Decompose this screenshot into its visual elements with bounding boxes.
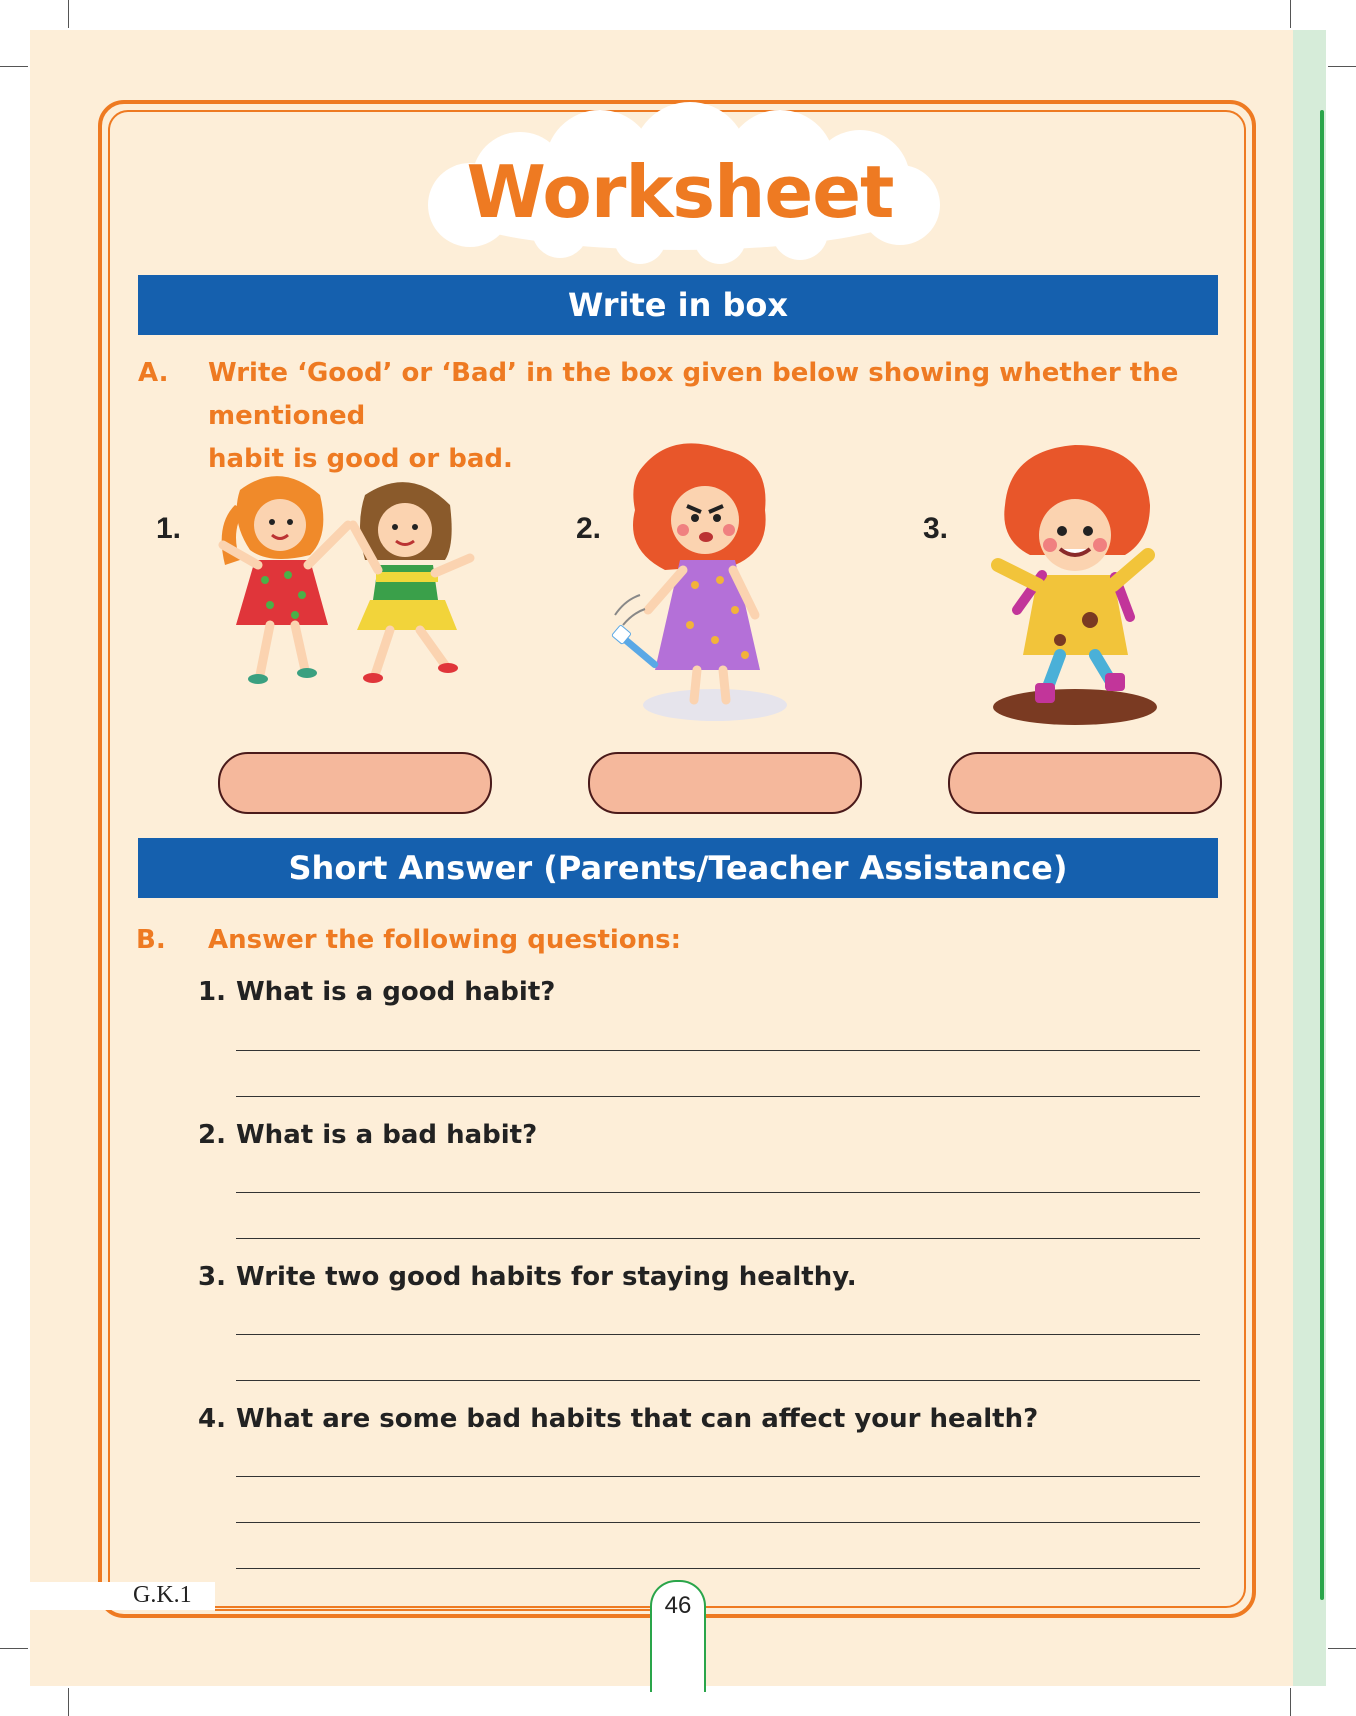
answer-box-2[interactable] bbox=[588, 752, 862, 814]
section-b-instruction: Answer the following questions: bbox=[208, 925, 682, 955]
girl-jumping-in-mud-illustration bbox=[980, 445, 1170, 730]
answer-line[interactable] bbox=[236, 1522, 1200, 1523]
section-b-letter: B. bbox=[136, 925, 166, 955]
question-text: Write two good habits for staying healthy. bbox=[236, 1262, 857, 1292]
answer-line[interactable] bbox=[236, 1050, 1200, 1051]
question-number: 1. bbox=[198, 977, 226, 1007]
section-a-letter: A. bbox=[138, 358, 169, 388]
girls-playing-illustration bbox=[210, 465, 495, 710]
answer-line[interactable] bbox=[236, 1096, 1200, 1097]
crop-mark bbox=[1290, 1688, 1291, 1716]
answer-line[interactable] bbox=[236, 1476, 1200, 1477]
page-number-text: 46 bbox=[664, 1592, 692, 1619]
answer-line[interactable] bbox=[236, 1192, 1200, 1193]
answer-line[interactable] bbox=[236, 1568, 1200, 1569]
book-label-text: G.K.1 bbox=[133, 1582, 192, 1608]
answer-line[interactable] bbox=[236, 1380, 1200, 1381]
page-title: Worksheet bbox=[466, 150, 894, 234]
question-number: 3. bbox=[198, 1262, 226, 1292]
cloud-icon bbox=[0, 0, 1356, 280]
answer-line[interactable] bbox=[236, 1334, 1200, 1335]
item-number: 2. bbox=[576, 512, 602, 545]
crop-mark bbox=[1328, 1648, 1356, 1649]
crop-mark bbox=[68, 1688, 69, 1716]
question-2 bbox=[198, 1120, 537, 1150]
answer-line[interactable] bbox=[236, 1238, 1200, 1239]
question-3 bbox=[198, 1262, 857, 1292]
item-number: 1. bbox=[156, 512, 182, 545]
question-text: What is a good habit? bbox=[236, 977, 556, 1007]
book-label bbox=[30, 1582, 215, 1610]
instruction-line-1: Write ‘Good’ or ‘Bad’ in the box given below showing whether the mentioned bbox=[208, 358, 1179, 431]
item-number: 3. bbox=[923, 512, 949, 545]
footer-rule bbox=[215, 1609, 650, 1611]
angry-girl-throwing-toothbrush-illustration bbox=[605, 440, 795, 730]
question-number: 2. bbox=[198, 1120, 226, 1150]
question-4 bbox=[198, 1404, 1038, 1434]
section-b-heading: Short Answer (Parents/Teacher Assistance) bbox=[138, 838, 1218, 898]
answer-box-1[interactable] bbox=[218, 752, 492, 814]
question-text: What are some bad habits that can affect your health? bbox=[236, 1404, 1039, 1434]
question-text: What is a bad habit? bbox=[236, 1120, 538, 1150]
instruction-line-2: habit is good or bad. bbox=[208, 444, 513, 474]
crop-mark bbox=[0, 1648, 28, 1649]
side-strip-line bbox=[1320, 110, 1324, 1600]
section-a-heading: Write in box bbox=[138, 275, 1218, 335]
question-number: 4. bbox=[198, 1404, 226, 1434]
question-1 bbox=[198, 977, 555, 1007]
page-number bbox=[650, 1580, 706, 1692]
answer-box-3[interactable] bbox=[948, 752, 1222, 814]
